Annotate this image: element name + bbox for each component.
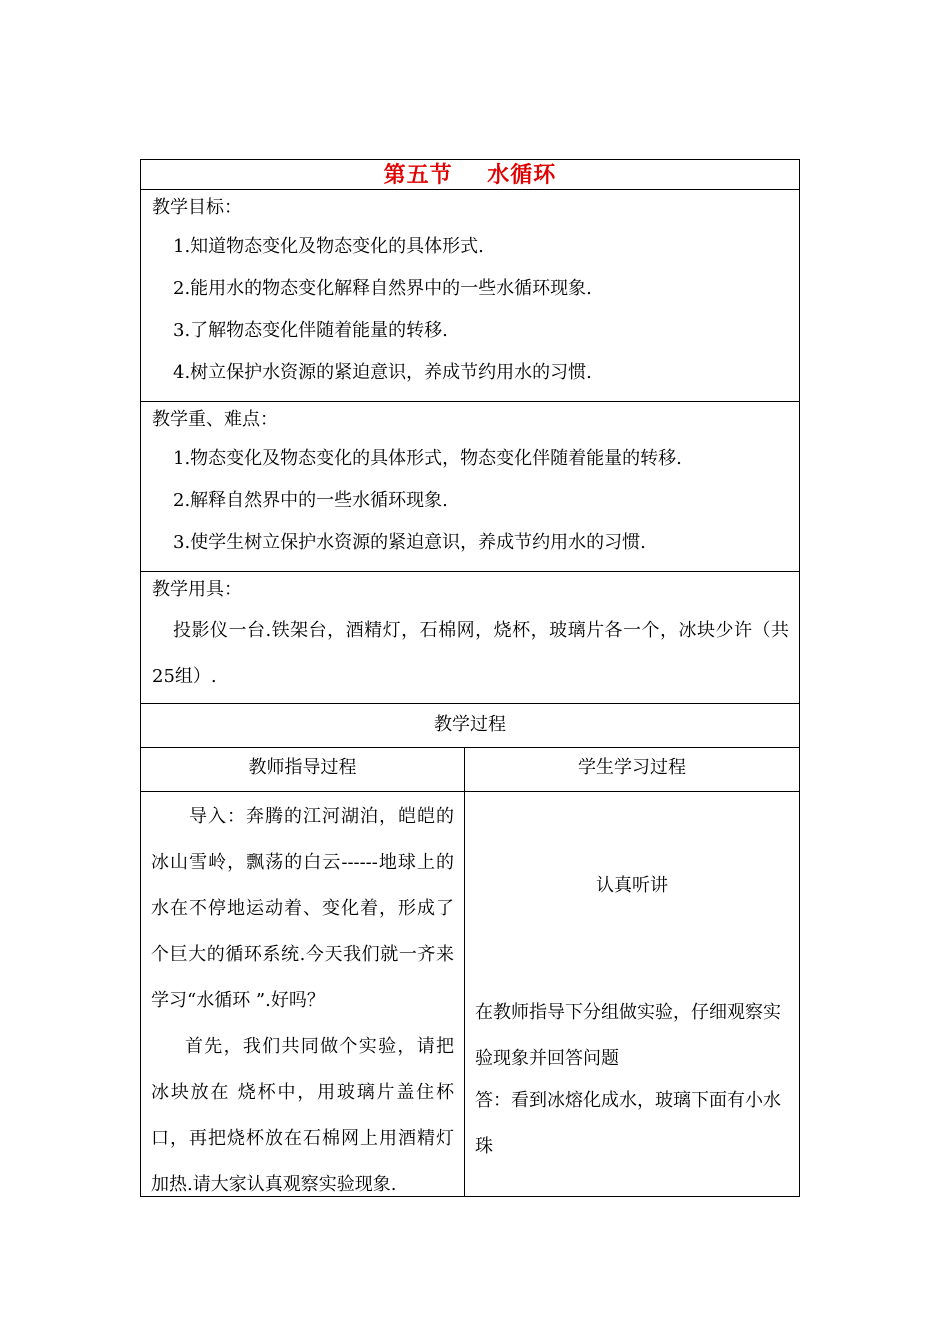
process-heading-row [141, 704, 799, 748]
process-body-row [141, 792, 799, 1196]
student-column [465, 792, 799, 1196]
objective-item: 3.了解物态变化伴随着能量的转移. [173, 320, 448, 341]
column-heading-row [141, 748, 799, 792]
lesson-title: 第五节 水循环 [383, 162, 557, 188]
tools-text: 投影仪一台.铁架台，酒精灯，石棉网，烧杯，玻璃片各一个，冰块少许（共25组）. [152, 620, 789, 687]
objective-item: 1.知道物态变化及物态变化的具体形式. [173, 236, 484, 257]
teacher-experiment-paragraph: 首先，我们共同做个实验，请把冰块放在 烧杯中，用玻璃片盖住杯口，再把烧杯放在石棉网上用酒精灯加热.请大家认真观察实验现象. [151, 1036, 454, 1195]
objective-item: 4.树立保护水资源的紧迫意识，养成节约用水的习惯. [173, 362, 592, 383]
student-column-heading: 学生学习过程 [578, 757, 686, 778]
teacher-column [141, 792, 465, 1196]
title-row [141, 160, 799, 190]
student-listen-text: 认真听讲 [596, 875, 668, 896]
lesson-plan-table [140, 159, 800, 1197]
tools-heading: 教学用具： [152, 579, 242, 600]
objective-item: 2.能用水的物态变化解释自然界中的一些水循环现象. [173, 278, 592, 299]
student-experiment-text: 在教师指导下分组做实验，仔细观察实验现象并回答问题 [475, 1002, 781, 1069]
process-heading: 教学过程 [434, 714, 506, 735]
keypoints-section [141, 402, 799, 572]
teacher-intro-paragraph: 导入：奔腾的江河湖泊，皑皑的冰山雪岭，飘荡的白云------地球上的水在不停地运动着、变化着，形成了个巨大的循环系统.今天我们就一齐来学习“水循环 ”.好吗？ [151, 806, 454, 1011]
keypoint-item: 1.物态变化及物态变化的具体形式，物态变化伴随着能量的转移. [173, 448, 682, 469]
keypoints-heading: 教学重、难点： [152, 409, 278, 430]
objectives-heading: 教学目标： [152, 197, 242, 218]
objectives-section [141, 190, 799, 402]
keypoint-item: 3.使学生树立保护水资源的紧迫意识，养成节约用水的习惯. [173, 532, 646, 553]
tools-section [141, 572, 799, 704]
student-answer-text: 答：看到冰熔化成水，玻璃下面有小水珠 [475, 1090, 781, 1157]
keypoint-item: 2.解释自然界中的一些水循环现象. [173, 490, 448, 511]
teacher-column-heading: 教师指导过程 [248, 757, 357, 778]
